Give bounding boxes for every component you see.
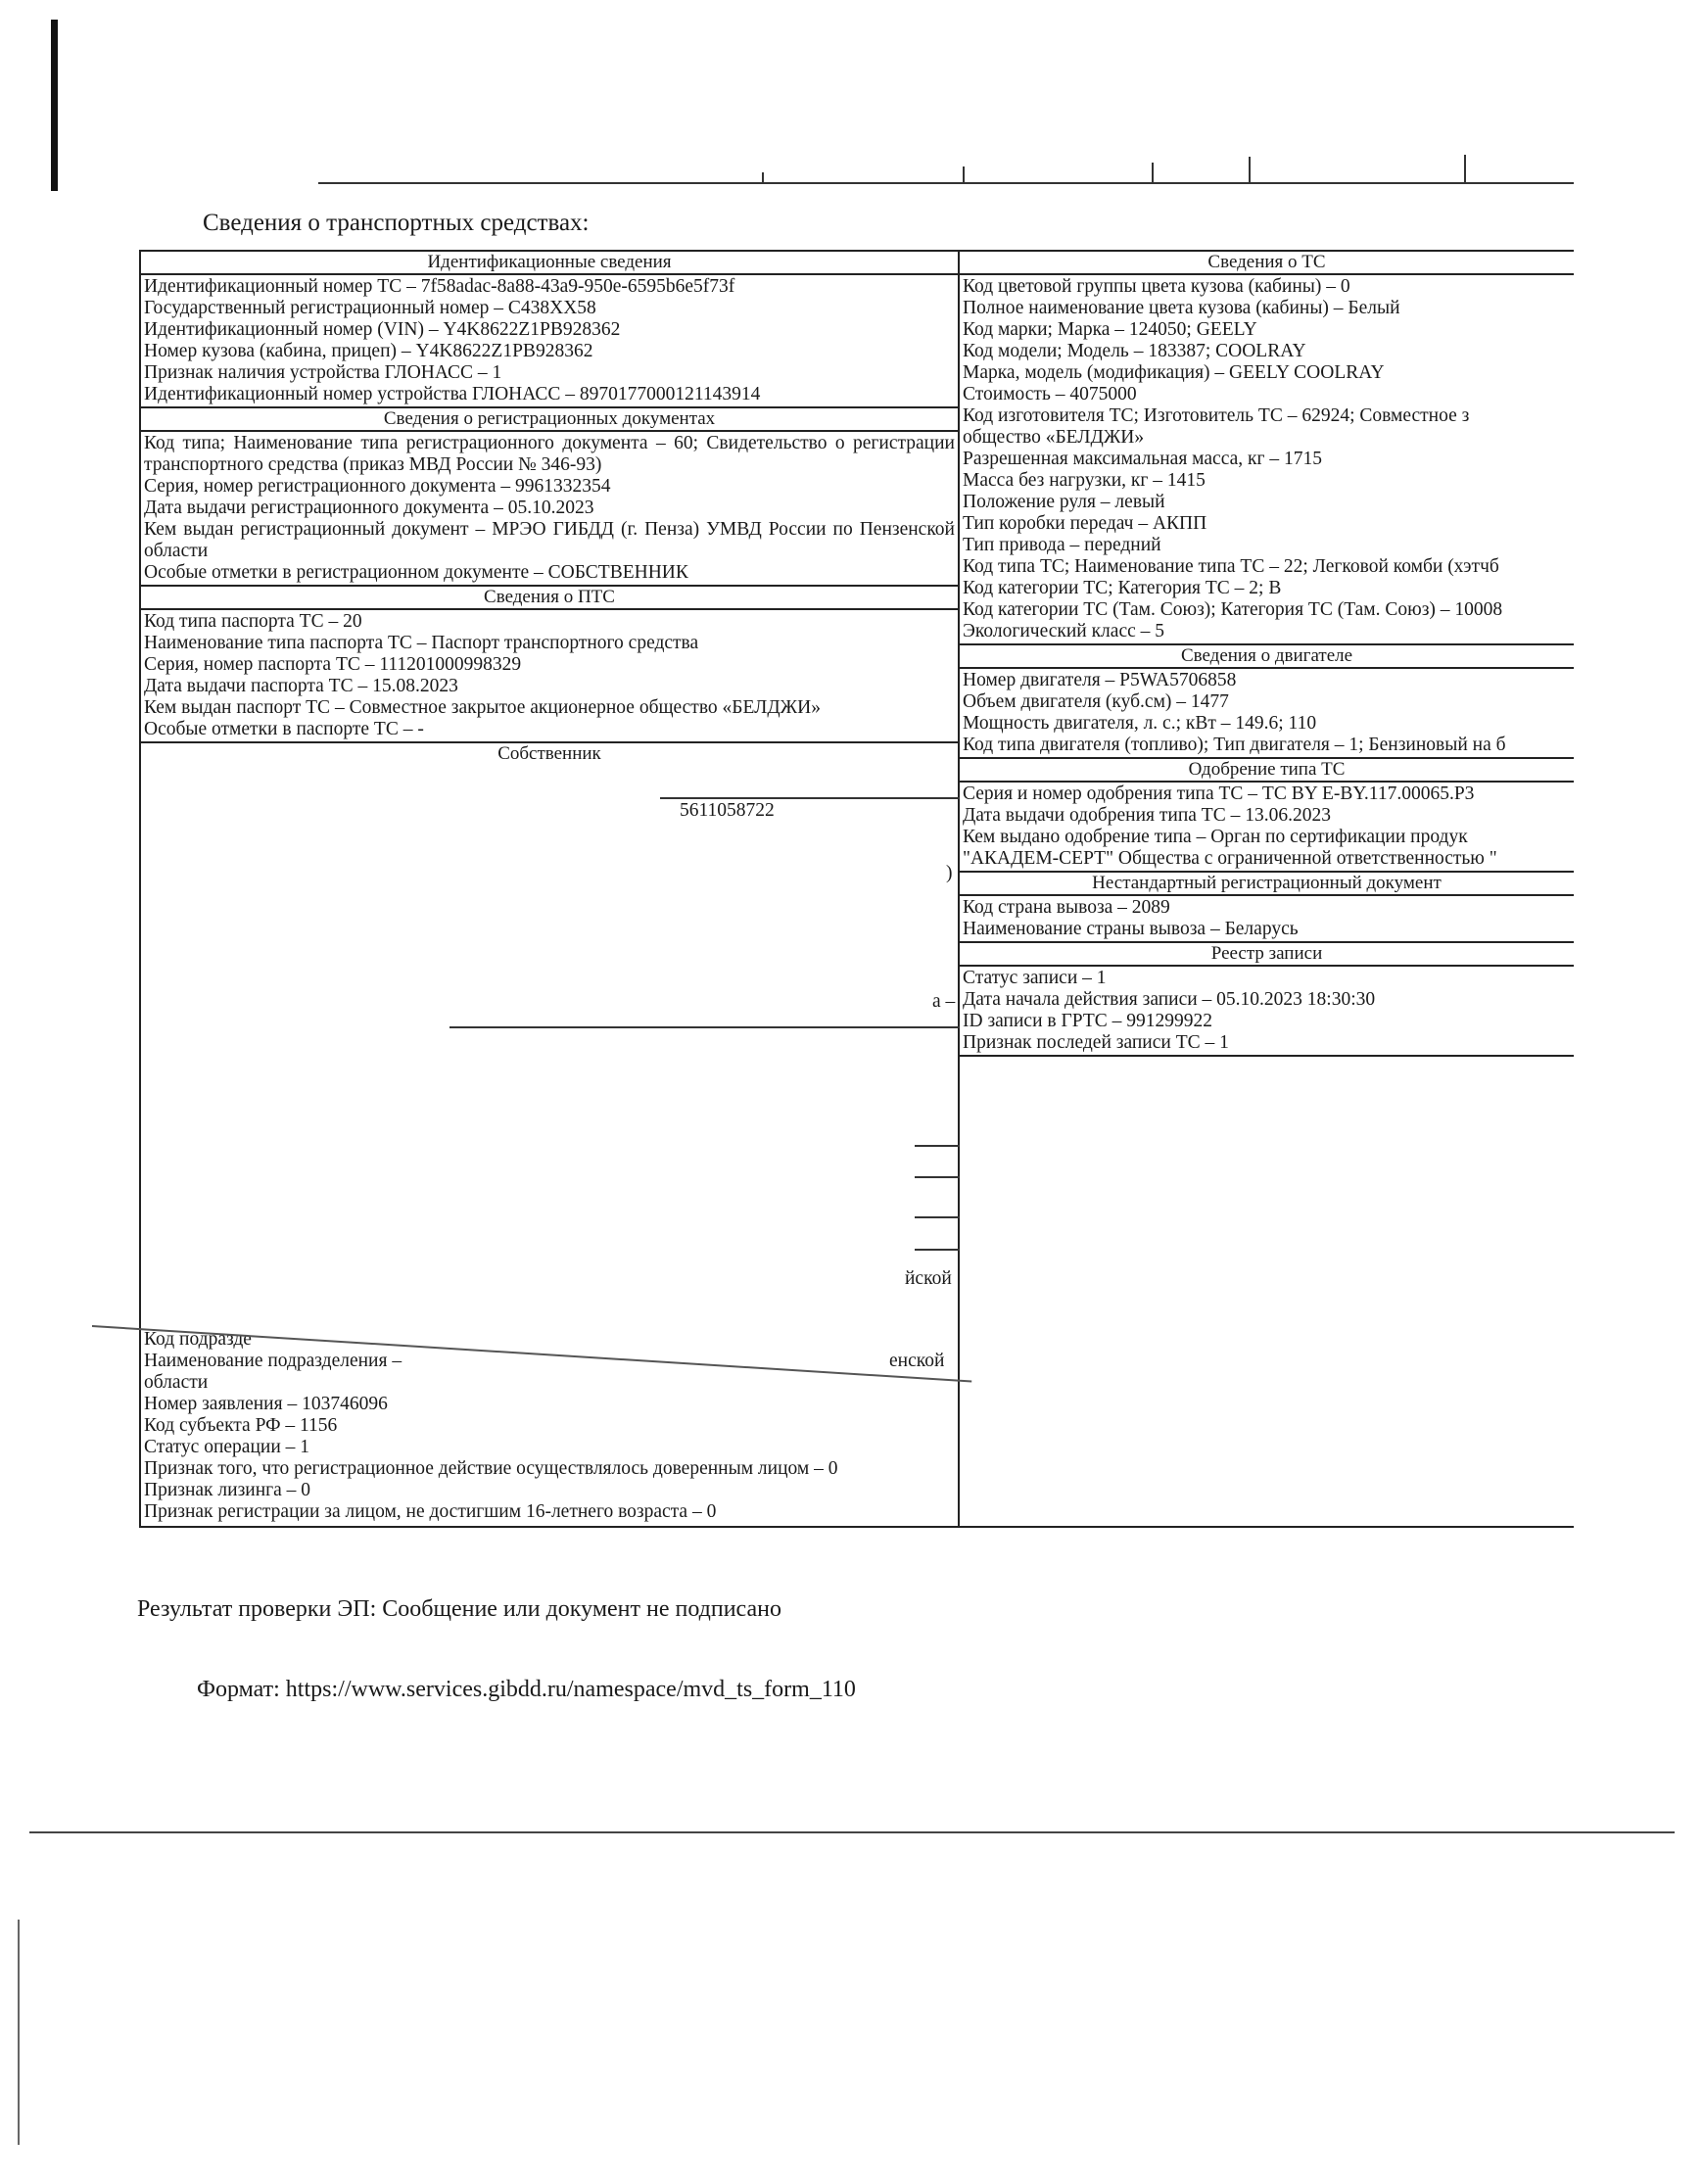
right-column bbox=[960, 252, 1574, 1526]
owner-a-fragment: а – bbox=[932, 991, 956, 1012]
owner-rule bbox=[915, 1145, 960, 1147]
owner-rule bbox=[915, 1176, 960, 1178]
vehicle-rows bbox=[960, 275, 1574, 643]
table-row: Код субъекта РФ – 1156 bbox=[144, 1415, 338, 1436]
table-row: Тип привода – передний bbox=[963, 535, 1161, 555]
table-row: Масса без нагрузки, кг – 1415 bbox=[963, 470, 1206, 491]
owner-subdivision-name-fragment: Наименование подразделения – bbox=[144, 1351, 402, 1371]
vehicle-info-table bbox=[139, 250, 1574, 1528]
table-row: Серия и номер одобрения типа ТС – ТС BY E-BY.117.00065.Р3 bbox=[963, 783, 1475, 804]
table-row: общество «БЕЛДЖИ» bbox=[963, 427, 1145, 448]
table-row: Статус операции – 1 bbox=[144, 1437, 310, 1457]
owner-header-rule bbox=[449, 1026, 960, 1028]
table-row: Кем выдано одобрение типа – Орган по сертификации продук bbox=[963, 827, 1468, 847]
table-row: Код изготовителя ТС; Изготовитель ТС – 62924; Совместное з bbox=[963, 405, 1470, 426]
page-heading: Сведения о транспортных средствах: bbox=[203, 210, 590, 236]
table-row: Экологический класс – 5 bbox=[963, 621, 1165, 641]
table-row: Признак наличия устройства ГЛОНАСС – 1 bbox=[144, 362, 502, 383]
table-row: Код типа паспорта ТС – 20 bbox=[144, 611, 362, 632]
nonstandard-doc-header: Нестандартный регистрационный документ bbox=[960, 871, 1574, 896]
owner-rows bbox=[141, 1372, 958, 1523]
registry-rows bbox=[960, 967, 1574, 1057]
nonstandard-doc-rows bbox=[960, 896, 1574, 941]
engine-header: Сведения о двигателе bbox=[960, 643, 1574, 669]
owner-skoy-fragment: йской bbox=[905, 1268, 952, 1289]
table-row: Положение руля – левый bbox=[963, 492, 1165, 512]
owner-rule bbox=[915, 1249, 960, 1251]
table-row: ID записи в ГРТС – 991299922 bbox=[963, 1011, 1212, 1031]
table-row: Объем двигателя (куб.см) – 1477 bbox=[963, 691, 1229, 712]
scan-bottom-rule bbox=[29, 1831, 1675, 1833]
table-row: области bbox=[144, 1372, 209, 1393]
table-row: Серия, номер регистрационного документа – 9961332354 bbox=[144, 476, 611, 497]
scan-tick bbox=[1249, 157, 1251, 182]
left-column bbox=[141, 252, 960, 1526]
scan-header-rule bbox=[318, 182, 1574, 184]
table-row: Код марки; Марка – 124050; GEELY bbox=[963, 319, 1257, 340]
table-row: Идентификационный номер (VIN) – Y4K8622Z1PB928362 bbox=[144, 319, 621, 340]
registration-docs-rows bbox=[141, 432, 958, 585]
table-row: Признак того, что регистрационное действие осуществлялось доверенным лицом – 0 bbox=[144, 1458, 838, 1479]
table-row: Дата выдачи паспорта ТС – 15.08.2023 bbox=[144, 676, 458, 696]
table-row: Дата начала действия записи – 05.10.2023 18:30:30 bbox=[963, 989, 1376, 1010]
table-row: Код типа двигателя (топливо); Тип двигателя – 1; Бензиновый на б bbox=[963, 735, 1506, 755]
scan-left-edge bbox=[18, 1920, 20, 2145]
table-row: Номер заявления – 103746096 bbox=[144, 1394, 388, 1414]
table-row: Признак последей записи ТС – 1 bbox=[963, 1032, 1229, 1053]
table-row: "АКАДЕМ-СЕРТ" Общества с ограниченной ответственностью " bbox=[963, 848, 1497, 869]
table-row: Стоимость – 4075000 bbox=[963, 384, 1137, 404]
table-row: Код модели; Модель – 183387; COOLRAY bbox=[963, 341, 1306, 361]
table-row: Номер двигателя – P5WA5706858 bbox=[963, 670, 1237, 690]
table-row: Кем выдан паспорт ТС – Совместное закрытое акционерное общество «БЕЛДЖИ» bbox=[144, 697, 821, 718]
identification-rows bbox=[141, 275, 958, 406]
table-row: Код типа; Наименование типа регистрационного документа – 60; Свидетельство о регистрации транспортного средства (приказ МВД России № 346-93) bbox=[144, 433, 955, 475]
table-row: Разрешенная максимальная масса, кг – 1715 bbox=[963, 449, 1322, 469]
table-row: Код страна вывоза – 2089 bbox=[963, 897, 1170, 918]
table-row: Кем выдан регистрационный документ – МРЭО ГИБДД (г. Пенза) УМВД России по Пензенской области bbox=[144, 519, 955, 561]
owner-inn-fragment: 5611058722 bbox=[680, 800, 775, 821]
table-row: Код категории ТС; Категория ТС – 2; B bbox=[963, 578, 1282, 598]
owner-header: Собственник bbox=[141, 741, 958, 767]
type-approval-rows bbox=[960, 783, 1574, 871]
table-row: Полное наименование цвета кузова (кабины) – Белый bbox=[963, 298, 1400, 318]
owner-rule bbox=[915, 1216, 960, 1218]
type-approval-header: Одобрение типа ТС bbox=[960, 757, 1574, 783]
table-row: Номер кузова (кабина, прицеп) – Y4K8622Z1PB928362 bbox=[144, 341, 593, 361]
scan-tick bbox=[963, 166, 965, 182]
table-row: Государственный регистрационный номер – С438ХХ58 bbox=[144, 298, 596, 318]
table-row: Дата выдачи регистрационного документа – 05.10.2023 bbox=[144, 498, 594, 518]
table-row: Идентификационный номер ТС – 7f58adac-8a88-43a9-950e-6595b6e5f73f bbox=[144, 276, 735, 297]
registration-docs-header: Сведения о регистрационных документах bbox=[141, 406, 958, 432]
engine-rows bbox=[960, 669, 1574, 757]
table-row: Марка, модель (модификация) – GEELY COOLRAY bbox=[963, 362, 1385, 383]
format-url: Формат: https://www.services.gibdd.ru/namespace/mvd_ts_form_110 bbox=[197, 1677, 856, 1702]
table-row: Признак регистрации за лицом, не достигшим 16-летнего возраста – 0 bbox=[144, 1501, 717, 1522]
table-row: Особые отметки в паспорте ТС – - bbox=[144, 719, 424, 739]
registry-header: Реестр записи bbox=[960, 941, 1574, 967]
table-row: Наименование страны вывоза – Беларусь bbox=[963, 919, 1299, 939]
owner-enskoy-fragment: енской bbox=[889, 1351, 945, 1371]
vehicle-header: Сведения о ТС bbox=[960, 252, 1574, 275]
scan-tick bbox=[1464, 155, 1466, 182]
pts-header: Сведения о ПТС bbox=[141, 585, 958, 610]
table-row: Признак лизинга – 0 bbox=[144, 1480, 311, 1500]
table-row: Наименование типа паспорта ТС – Паспорт транспортного средства bbox=[144, 633, 699, 653]
scan-tick bbox=[1152, 163, 1154, 182]
table-row: Тип коробки передач – АКПП bbox=[963, 513, 1207, 534]
table-row: Идентификационный номер устройства ГЛОНАСС – 8970177000121143914 bbox=[144, 384, 761, 404]
table-row: Код категории ТС (Там. Союз); Категория ТС (Там. Союз) – 10008 bbox=[963, 599, 1503, 620]
owner-rule bbox=[660, 797, 960, 799]
table-row: Серия, номер паспорта ТС – 111201000998329 bbox=[144, 654, 522, 675]
owner-subdivision-code-fragment: Код подразде bbox=[144, 1329, 252, 1350]
table-row: Статус записи – 1 bbox=[963, 968, 1107, 988]
pts-rows bbox=[141, 610, 958, 741]
owner-paren-fragment: ) bbox=[946, 863, 953, 883]
table-row: Код типа ТС; Наименование типа ТС – 22; Легковой комби (хэтчб bbox=[963, 556, 1499, 577]
table-row: Особые отметки в регистрационном документе – СОБСТВЕННИК bbox=[144, 562, 688, 583]
table-row: Код цветовой группы цвета кузова (кабины) – 0 bbox=[963, 276, 1350, 297]
table-row: Мощность двигателя, л. с.; кВт – 149.6; 110 bbox=[963, 713, 1317, 734]
scan-tick bbox=[762, 172, 764, 182]
table-row: Дата выдачи одобрения типа ТС – 13.06.2023 bbox=[963, 805, 1331, 826]
signature-check-result: Результат проверки ЭП: Сообщение или документ не подписано bbox=[137, 1596, 781, 1622]
scan-edge-mark bbox=[51, 20, 58, 191]
identification-header: Идентификационные сведения bbox=[141, 252, 958, 275]
